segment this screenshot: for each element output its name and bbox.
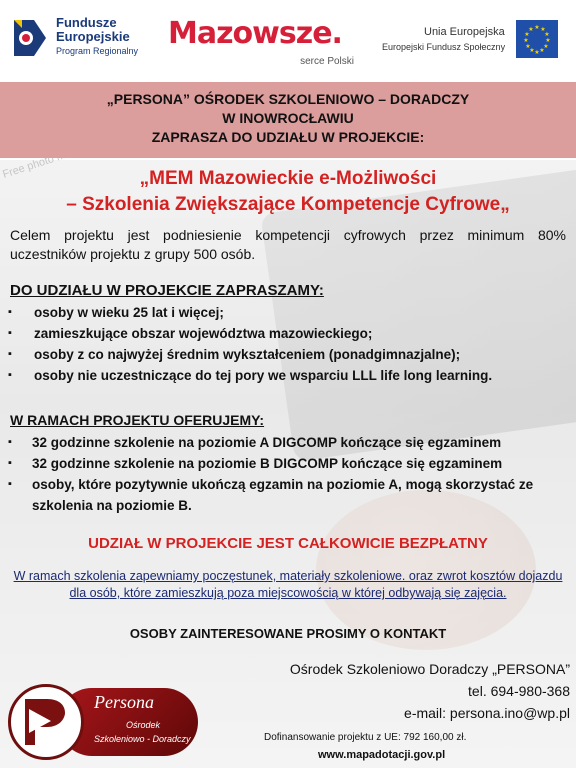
svg-text:★: ★	[528, 26, 534, 33]
fundusze-europejskie-logo	[12, 14, 172, 64]
invite-heading: DO UDZIAŁU W PROJEKCIE ZAPRASZAMY:	[10, 282, 324, 299]
bullet-icon: ▪	[8, 327, 12, 339]
svg-text:★: ★	[524, 31, 530, 38]
band-line1: „PERSONA” OŚRODEK SZKOLENIOWO – DORADCZY	[106, 91, 470, 107]
bullet-icon: ▪	[8, 436, 12, 448]
list-item: ▪ osoby, które pozytywnie ukończą egzamin na poziomie A, mogą skorzystać ze szkolenia na poziomie B.	[0, 474, 560, 516]
fe-line1: Fundusze	[56, 15, 117, 30]
header-band	[0, 82, 576, 158]
ue-logo	[382, 20, 562, 64]
bullet-icon: ▪	[8, 306, 12, 318]
bullet-icon: ▪	[8, 457, 12, 469]
persona-p-icon	[11, 687, 81, 757]
ue-line1: Unia Europejska	[424, 26, 505, 38]
project-title-line2: – Szkolenia Zwiększające Kompetencje Cyfrowe„	[66, 194, 510, 215]
funding-amount: Dofinansowanie projektu z UE: 792 160,00 zł.	[264, 732, 467, 743]
svg-text:★: ★	[544, 31, 550, 38]
persona-circle	[8, 684, 84, 760]
org-name: Ośrodek Szkoleniowo Doradczy „PERSONA”	[289, 661, 570, 677]
email-link[interactable]: e-mail: persona.ino@wp.pl	[404, 705, 570, 721]
funding-website-link[interactable]: www.mapadotacji.gov.pl	[318, 749, 446, 761]
list-item: ▪ 32 godzinne szkolenie na poziomie B DIGCOMP kończące się egzaminem	[0, 453, 560, 474]
bullet-icon: ▪	[8, 478, 12, 490]
free-notice: UDZIAŁ W PROJEKCIE JEST CAŁKOWICIE BEZPŁATNY	[88, 535, 488, 552]
svg-text:★: ★	[534, 49, 540, 56]
invite-list	[0, 302, 560, 386]
bullet-icon: ▪	[8, 369, 12, 381]
intro-paragraph: Celem projektu jest podniesienie kompetencji cyfrowych przez minimum 80% uczestników projektu z grupy 500 osób.	[10, 227, 566, 262]
band-line2: W INOWROCŁAWIU	[222, 110, 354, 126]
mazowsze-logo	[168, 12, 358, 72]
persona-line1: Ośrodek	[126, 720, 161, 730]
list-item: ▪ zamieszkujące obszar województwa mazowieckiego;	[0, 323, 560, 344]
offer-heading: W RAMACH PROJEKTU OFERUJEMY:	[10, 412, 265, 428]
persona-logo	[8, 684, 198, 762]
persona-name: Persona	[94, 692, 154, 712]
list-item: ▪ osoby w wieku 25 lat i więcej;	[0, 302, 560, 323]
list-item: ▪ osoby z co najwyżej średnim wykształceniem (ponadgimnazjalne);	[0, 344, 560, 365]
eu-flag-icon	[516, 20, 558, 58]
contact-heading: OSOBY ZAINTERESOWANE PROSIMY O KONTAKT	[129, 626, 447, 641]
contact-block	[240, 658, 570, 724]
project-title	[0, 166, 576, 218]
mazowsze-subtitle: serce Polski	[300, 56, 354, 67]
fe-flag-icon	[12, 14, 48, 62]
band-line3: ZAPRASZA DO UDZIAŁU W PROJEKCIE:	[151, 129, 425, 145]
project-title-line1: „MEM Mazowieckie e-Możliwości	[139, 168, 437, 189]
svg-text:★: ★	[525, 43, 531, 50]
svg-text:★: ★	[529, 47, 535, 54]
svg-text:★: ★	[543, 43, 549, 50]
ue-line2: Europejski Fundusz Społeczny	[382, 42, 506, 52]
bullet-icon: ▪	[8, 348, 12, 360]
offer-list	[0, 432, 560, 516]
mazowsze-word: Mazowsze.	[168, 16, 342, 51]
svg-text:★: ★	[523, 37, 529, 44]
phone: tel. 694-980-368	[468, 683, 570, 699]
perks-paragraph: W ramach szkolenia zapewniamy poczęstunek, materiały szkoleniowe. oraz zwrot kosztów dojazdu dla osób, które zamieszkują poza miejscowością w której odbywają się zajęcia.	[13, 569, 563, 600]
fe-line2: Europejskie	[56, 29, 130, 44]
list-item: ▪ 32 godzinne szkolenie na poziomie A DIGCOMP kończące się egzaminem	[0, 432, 560, 453]
svg-text:★: ★	[545, 37, 551, 44]
svg-text:★: ★	[540, 26, 546, 33]
logo-bar	[0, 0, 576, 80]
persona-line2: Szkoleniowo - Doradczy	[94, 734, 191, 744]
svg-text:★: ★	[534, 24, 540, 31]
fe-line3: Program Regionalny	[56, 46, 139, 56]
svg-text:★: ★	[539, 47, 545, 54]
list-item: ▪ osoby nie uczestniczące do tej pory we wsparciu LLL life long learning.	[0, 365, 560, 386]
